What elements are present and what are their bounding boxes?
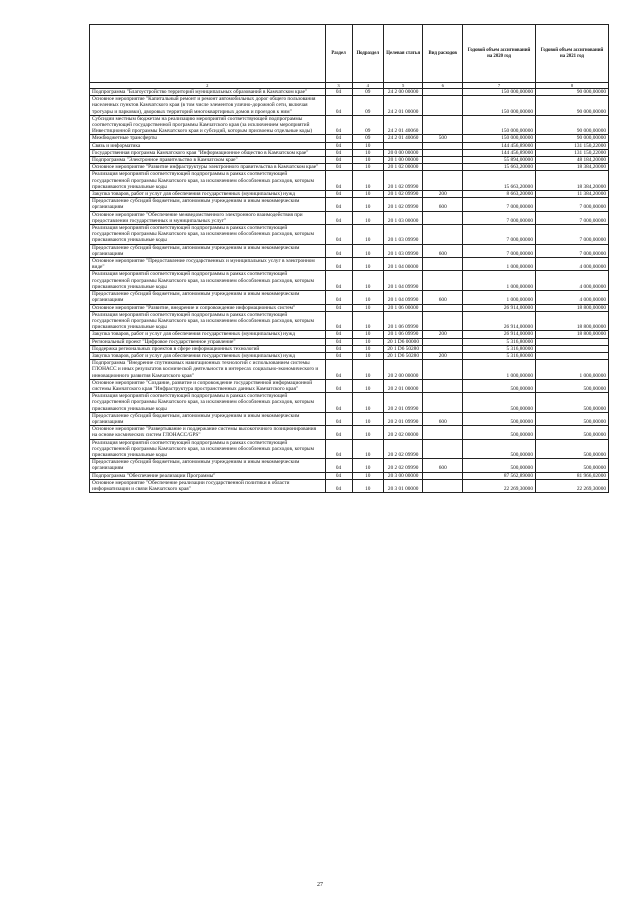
row-section-cell: 04: [325, 135, 352, 142]
row-section-cell: 04: [325, 225, 352, 245]
row-2021-cell: 4 000,00000: [535, 258, 608, 271]
row-expense-type-cell: 600: [423, 198, 463, 211]
row-2020-cell: 150 000,00000: [463, 96, 536, 116]
row-name-cell: Предоставление субсидий бюджетным, автономным учреждениям и иным некоммерческим организациям: [90, 459, 326, 472]
row-expense-type-cell: 200: [423, 352, 463, 359]
row-target-cell: 20 2 01 09990: [383, 393, 423, 413]
row-name-cell: Поддержка региональных проектов в сфере информационных технологий: [90, 345, 326, 352]
row-name-cell: Основное мероприятие "Развертывание и поддержание системы высокоточного позиционирования на основе космических систем ГЛОНАСС/GPS": [90, 426, 326, 439]
row-subsection-cell: 10: [352, 459, 383, 472]
table-row: [90, 439, 609, 459]
page-number: 27: [317, 882, 323, 888]
row-name-cell: Закупка товаров, работ и услуг для обеспечения государственных (муниципальных) нужд: [90, 352, 326, 359]
row-name-cell: Межбюджетные трансферты: [90, 135, 326, 142]
table-row: [90, 271, 609, 291]
row-name-cell: Основное мероприятие "Предоставление государственных и муниципальных услуг в электронном виде": [90, 258, 326, 271]
row-2020-cell: 150 000,00000: [463, 135, 536, 142]
row-2021-cell: 48 184,20000: [535, 157, 608, 164]
table-row: [90, 149, 609, 156]
row-section-cell: 04: [325, 96, 352, 116]
row-2020-cell: 26 914,00000: [463, 304, 536, 311]
row-expense-type-cell: [423, 345, 463, 352]
row-target-cell: [383, 142, 423, 149]
row-expense-type-cell: [423, 379, 463, 392]
row-section-cell: 04: [325, 149, 352, 156]
row-subsection-cell: 10: [352, 258, 383, 271]
row-section-cell: 04: [325, 331, 352, 338]
table-header-row: [90, 25, 609, 83]
row-2020-cell: 5 316,80000: [463, 345, 536, 352]
row-2020-cell: 7 000,00000: [463, 225, 536, 245]
row-target-cell: 20 1 D6 00000: [383, 338, 423, 345]
table-row: [90, 171, 609, 191]
row-2020-cell: 500,00000: [463, 393, 536, 413]
row-2021-cell: [535, 352, 608, 359]
table-row: [90, 244, 609, 257]
row-name-cell: Подпрограмма "Электронное правительство в Камчатском крае": [90, 157, 326, 164]
row-2021-cell: 90 000,00000: [535, 135, 608, 142]
col-number: 2: [90, 83, 326, 89]
row-target-cell: 24 2 01 00000: [383, 96, 423, 116]
row-target-cell: 20 1 02 09990: [383, 198, 423, 211]
row-target-cell: 20 1 00 00000: [383, 157, 423, 164]
row-2021-cell: 22 269,30000: [535, 479, 608, 492]
row-2021-cell: 500,00000: [535, 459, 608, 472]
row-section-cell: 04: [325, 352, 352, 359]
row-2020-cell: 144 456,89000: [463, 149, 536, 156]
row-target-cell: 24 2 01 40060: [383, 115, 423, 135]
table-row: [90, 258, 609, 271]
row-subsection-cell: 10: [352, 479, 383, 492]
row-target-cell: 20 1 03 00000: [383, 211, 423, 224]
row-2021-cell: 131 150,22000: [535, 149, 608, 156]
row-2020-cell: 1 000,00000: [463, 291, 536, 304]
row-section-cell: 04: [325, 142, 352, 149]
row-target-cell: 20 3 01 00000: [383, 479, 423, 492]
table-row: [90, 426, 609, 439]
table-row: [90, 393, 609, 413]
row-2020-cell: 7 000,00000: [463, 244, 536, 257]
header-2021: Годовой объем ассигнований на 2021 год: [535, 25, 608, 83]
row-target-cell: 20 1 06 09990: [383, 331, 423, 338]
row-2020-cell: 7 000,00000: [463, 211, 536, 224]
col-number: 7: [463, 83, 536, 89]
row-name-cell: Подпрограмма "Благоустройство территорий муниципальных образований в Камчатском крае": [90, 89, 326, 96]
row-2021-cell: 81 966,02000: [535, 472, 608, 479]
row-subsection-cell: 09: [352, 115, 383, 135]
table-body: [90, 89, 609, 493]
row-name-cell: Закупка товаров, работ и услуг для обеспечения государственных (муниципальных) нужд: [90, 331, 326, 338]
row-expense-type-cell: [423, 360, 463, 380]
row-target-cell: 20 2 02 09990: [383, 459, 423, 472]
row-section-cell: 04: [325, 211, 352, 224]
row-name-cell: Предоставление субсидий бюджетным, автономным учреждениям и иным некоммерческим организациям: [90, 198, 326, 211]
row-subsection-cell: 10: [352, 157, 383, 164]
table-row: [90, 211, 609, 224]
row-section-cell: 04: [325, 426, 352, 439]
table-row: [90, 379, 609, 392]
row-target-cell: 20 0 00 00000: [383, 149, 423, 156]
row-section-cell: 04: [325, 311, 352, 331]
row-target-cell: 20 1 03 09990: [383, 225, 423, 245]
row-2021-cell: [535, 338, 608, 345]
row-2021-cell: 4 000,00000: [535, 271, 608, 291]
table-row: [90, 96, 609, 116]
table-row: [90, 472, 609, 479]
row-expense-type-cell: [423, 311, 463, 331]
row-target-cell: 20 1 06 00000: [383, 304, 423, 311]
row-2020-cell: 1 000,00000: [463, 271, 536, 291]
row-2020-cell: 22 269,30000: [463, 479, 536, 492]
row-name-cell: Подпрограмма "Внедрение спутниковых навигационных технологий с использованием системы ГЛОНАСС и иных результатов космической деятельности в интересах социально-экономического и инновационного развития Камчатского края": [90, 360, 326, 380]
row-target-cell: 20 1 04 09990: [383, 291, 423, 304]
row-section-cell: 04: [325, 412, 352, 425]
row-section-cell: 04: [325, 345, 352, 352]
row-2021-cell: 18 384,20000: [535, 164, 608, 171]
row-target-cell: 20 2 01 00000: [383, 379, 423, 392]
row-name-cell: Связь и информатика: [90, 142, 326, 149]
row-expense-type-cell: [423, 96, 463, 116]
row-subsection-cell: 10: [352, 379, 383, 392]
table-row: [90, 225, 609, 245]
header-subsection: Подраздел: [352, 25, 383, 83]
row-name-cell: Предоставление субсидий бюджетным, автономным учреждениям и иным некоммерческим организациям: [90, 244, 326, 257]
table-row: [90, 459, 609, 472]
row-subsection-cell: 10: [352, 291, 383, 304]
row-2021-cell: 1 000,00000: [535, 360, 608, 380]
row-subsection-cell: 10: [352, 345, 383, 352]
row-2020-cell: 8 663,20000: [463, 191, 536, 198]
row-2020-cell: 500,00000: [463, 412, 536, 425]
row-subsection-cell: 10: [352, 338, 383, 345]
col-number: 5: [383, 83, 423, 89]
row-name-cell: Государственная программа Камчатского края "Информационное общество в Камчатском крае": [90, 149, 326, 156]
row-expense-type-cell: [423, 211, 463, 224]
row-2021-cell: 18 384,20000: [535, 171, 608, 191]
row-target-cell: 24 2 01 40060: [383, 135, 423, 142]
row-2021-cell: 90 000,00000: [535, 115, 608, 135]
table-row: [90, 360, 609, 380]
row-2020-cell: 150 000,00000: [463, 89, 536, 96]
row-subsection-cell: 10: [352, 171, 383, 191]
table-row: [90, 412, 609, 425]
row-section-cell: 04: [325, 157, 352, 164]
table-row: [90, 338, 609, 345]
row-section-cell: 04: [325, 258, 352, 271]
row-target-cell: 20 2 02 00000: [383, 426, 423, 439]
table-row: [90, 115, 609, 135]
table-row: [90, 291, 609, 304]
row-target-cell: 20 1 02 09990: [383, 191, 423, 198]
row-2021-cell: 18 800,00000: [535, 311, 608, 331]
row-name-cell: Основное мероприятие "Создание, развитие и сопровождение государственной информационной системы Камчатского края "Инфраструктура пространственных данных Камчатского края": [90, 379, 326, 392]
row-subsection-cell: 09: [352, 96, 383, 116]
col-number: 8: [535, 83, 608, 89]
row-section-cell: 04: [325, 379, 352, 392]
row-section-cell: 04: [325, 360, 352, 380]
row-expense-type-cell: 200: [423, 331, 463, 338]
row-2021-cell: [535, 345, 608, 352]
table-row: [90, 164, 609, 171]
row-expense-type-cell: [423, 157, 463, 164]
row-2020-cell: 5 316,80000: [463, 352, 536, 359]
row-subsection-cell: 10: [352, 304, 383, 311]
row-subsection-cell: 10: [352, 198, 383, 211]
row-expense-type-cell: [423, 271, 463, 291]
table-row: [90, 191, 609, 198]
row-2021-cell: 500,00000: [535, 426, 608, 439]
row-target-cell: 20 3 00 00000: [383, 472, 423, 479]
row-section-cell: 04: [325, 304, 352, 311]
row-name-cell: Предоставление субсидий бюджетным, автономным учреждениям и иным некоммерческим организациям: [90, 412, 326, 425]
row-expense-type-cell: 600: [423, 244, 463, 257]
row-subsection-cell: 09: [352, 89, 383, 96]
row-target-cell: 20 1 D6 50280: [383, 345, 423, 352]
row-name-cell: Подпрограмма "Обеспечение реализации Программы": [90, 472, 326, 479]
row-2021-cell: 500,00000: [535, 412, 608, 425]
row-target-cell: 20 2 01 09990: [383, 412, 423, 425]
col-number: 3: [325, 83, 352, 89]
row-subsection-cell: 10: [352, 426, 383, 439]
header-name: [90, 25, 326, 83]
row-section-cell: 04: [325, 479, 352, 492]
row-expense-type-cell: [423, 479, 463, 492]
row-section-cell: 04: [325, 244, 352, 257]
row-subsection-cell: 10: [352, 142, 383, 149]
row-expense-type-cell: [423, 171, 463, 191]
row-expense-type-cell: [423, 164, 463, 171]
row-name-cell: Предоставление субсидий бюджетным, автономным учреждениям и иным некоммерческим организациям: [90, 291, 326, 304]
table-row: [90, 479, 609, 492]
row-target-cell: 20 1 04 09990: [383, 271, 423, 291]
row-2020-cell: 500,00000: [463, 379, 536, 392]
row-2020-cell: 7 000,00000: [463, 198, 536, 211]
table-row: [90, 352, 609, 359]
row-2020-cell: 55 894,00000: [463, 157, 536, 164]
row-2020-cell: 15 663,20000: [463, 171, 536, 191]
row-2020-cell: 500,00000: [463, 439, 536, 459]
row-target-cell: 20 1 06 09990: [383, 311, 423, 331]
row-target-cell: 20 1 02 09990: [383, 171, 423, 191]
row-2021-cell: 500,00000: [535, 439, 608, 459]
header-section: Раздел: [325, 25, 352, 83]
row-section-cell: 04: [325, 271, 352, 291]
row-expense-type-cell: [423, 225, 463, 245]
table-row: [90, 89, 609, 96]
row-target-cell: 20 1 D6 50280: [383, 352, 423, 359]
row-expense-type-cell: 200: [423, 191, 463, 198]
row-expense-type-cell: [423, 439, 463, 459]
row-2020-cell: 1 000,00000: [463, 360, 536, 380]
row-expense-type-cell: [423, 393, 463, 413]
row-expense-type-cell: 600: [423, 459, 463, 472]
row-2020-cell: 1 000,00000: [463, 258, 536, 271]
row-2021-cell: 90 000,00000: [535, 89, 608, 96]
row-2021-cell: 500,00000: [535, 379, 608, 392]
row-target-cell: 20 1 04 00000: [383, 258, 423, 271]
row-expense-type-cell: 600: [423, 291, 463, 304]
row-section-cell: 04: [325, 291, 352, 304]
table-row: [90, 142, 609, 149]
header-2020: Годовой объем ассигнований на 2020 год: [463, 25, 536, 83]
row-name-cell: Реализация мероприятий соответствующей подпрограммы в рамках соответствующей государственной программы Камчатского края, за исключением обособленных расходов, которым присваиваются уникальные коды: [90, 171, 326, 191]
table-row: [90, 345, 609, 352]
row-subsection-cell: 10: [352, 271, 383, 291]
row-section-cell: 04: [325, 338, 352, 345]
row-expense-type-cell: [423, 258, 463, 271]
row-section-cell: 04: [325, 191, 352, 198]
row-section-cell: 04: [325, 89, 352, 96]
row-2021-cell: 90 000,00000: [535, 96, 608, 116]
row-name-cell: Реализация мероприятий соответствующей подпрограммы в рамках соответствующей государственной программы Камчатского края, за исключением обособленных расходов, которым присваиваются уникальные коды: [90, 393, 326, 413]
row-section-cell: 04: [325, 393, 352, 413]
row-2020-cell: 15 663,20000: [463, 164, 536, 171]
row-name-cell: Реализация мероприятий соответствующей подпрограммы в рамках соответствующей государственной программы Камчатского края, за исключением обособленных расходов, которым присваиваются уникальные коды: [90, 271, 326, 291]
row-target-cell: 20 2 00 00000: [383, 360, 423, 380]
row-subsection-cell: 10: [352, 472, 383, 479]
row-section-cell: 04: [325, 459, 352, 472]
row-subsection-cell: 10: [352, 311, 383, 331]
row-subsection-cell: 10: [352, 352, 383, 359]
row-subsection-cell: 10: [352, 331, 383, 338]
row-2020-cell: 26 914,00000: [463, 331, 536, 338]
row-subsection-cell: 10: [352, 360, 383, 380]
row-subsection-cell: 10: [352, 412, 383, 425]
row-2021-cell: 7 000,00000: [535, 198, 608, 211]
row-2021-cell: 7 000,00000: [535, 244, 608, 257]
row-subsection-cell: 10: [352, 393, 383, 413]
table-row: [90, 198, 609, 211]
budget-table: [89, 24, 609, 493]
row-target-cell: 20 1 02 00000: [383, 164, 423, 171]
row-subsection-cell: 10: [352, 211, 383, 224]
row-2021-cell: 4 000,00000: [535, 291, 608, 304]
row-name-cell: Основное мероприятие "Развитие, внедрение и сопровождение информационных систем": [90, 304, 326, 311]
row-subsection-cell: 10: [352, 164, 383, 171]
header-target: Целевая статья: [383, 25, 423, 83]
row-expense-type-cell: 600: [423, 412, 463, 425]
row-name-cell: Реализация мероприятий соответствующей подпрограммы в рамках соответствующей государственной программы Камчатского края, за исключением обособленных расходов, которым присваиваются уникальные коды: [90, 311, 326, 331]
row-name-cell: Основное мероприятие "Обеспечение реализации государственной политики в области информатизации и связи Камчатского края": [90, 479, 326, 492]
row-name-cell: Закупка товаров, работ и услуг для обеспечения государственных (муниципальных) нужд: [90, 191, 326, 198]
table-row: [90, 331, 609, 338]
table-row: [90, 304, 609, 311]
row-2021-cell: 18 800,00000: [535, 331, 608, 338]
row-expense-type-cell: [423, 472, 463, 479]
row-subsection-cell: 10: [352, 191, 383, 198]
row-expense-type-cell: [423, 338, 463, 345]
row-name-cell: Субсидии местным бюджетам на реализацию мероприятий соответствующей подпрограммы соответствующей государственной программы Камчатского края (за исключением мероприятий Инвестиционной программы Камчатского края и субсидий, которым присвоены отдельные коды): [90, 115, 326, 135]
row-expense-type-cell: [423, 304, 463, 311]
row-subsection-cell: 10: [352, 225, 383, 245]
header-expense-type: Вид расходов: [423, 25, 463, 83]
row-2020-cell: 150 000,00000: [463, 115, 536, 135]
row-2020-cell: 26 914,00000: [463, 311, 536, 331]
row-subsection-cell: 09: [352, 135, 383, 142]
row-subsection-cell: 10: [352, 244, 383, 257]
row-section-cell: 04: [325, 439, 352, 459]
row-name-cell: Реализация мероприятий соответствующей подпрограммы в рамках соответствующей государственной программы Камчатского края, за исключением обособленных расходов, которым присваиваются уникальные коды: [90, 225, 326, 245]
row-expense-type-cell: 500: [423, 135, 463, 142]
row-2020-cell: 5 316,80000: [463, 338, 536, 345]
row-section-cell: 04: [325, 472, 352, 479]
row-2021-cell: 18 800,00000: [535, 304, 608, 311]
row-2020-cell: 87 562,89000: [463, 472, 536, 479]
row-2021-cell: 11 384,20000: [535, 191, 608, 198]
row-target-cell: 20 1 03 09990: [383, 244, 423, 257]
row-expense-type-cell: [423, 426, 463, 439]
row-section-cell: 04: [325, 171, 352, 191]
col-number: 6: [423, 83, 463, 89]
row-name-cell: Основное мероприятие "Капитальный ремонт и ремонт автомобильных дорог общего пользования населенных пунктов Камчатского края (в том числе элементов улично-дорожной сети, включая тротуары и парковки), дворовых территорий многоквартирных домов и проездов к ним": [90, 96, 326, 116]
row-expense-type-cell: [423, 89, 463, 96]
row-expense-type-cell: [423, 149, 463, 156]
row-subsection-cell: 10: [352, 149, 383, 156]
row-expense-type-cell: [423, 115, 463, 135]
row-name-cell: Реализация мероприятий соответствующей подпрограммы в рамках соответствующей государственной программы Камчатского края, за исключением обособленных расходов, которым присваиваются уникальные коды: [90, 439, 326, 459]
row-2021-cell: 500,00000: [535, 393, 608, 413]
table-row: [90, 311, 609, 331]
row-target-cell: 24 2 00 00000: [383, 89, 423, 96]
row-2020-cell: 500,00000: [463, 459, 536, 472]
row-name-cell: Основное мероприятие "Развитие инфраструктуры электронного правительства в Камчатском крае": [90, 164, 326, 171]
row-2020-cell: 144 456,89000: [463, 142, 536, 149]
row-expense-type-cell: [423, 142, 463, 149]
row-2021-cell: 131 150,22000: [535, 142, 608, 149]
row-subsection-cell: 10: [352, 439, 383, 459]
row-2020-cell: 500,00000: [463, 426, 536, 439]
row-section-cell: 04: [325, 198, 352, 211]
row-target-cell: 20 2 02 09990: [383, 439, 423, 459]
row-section-cell: 04: [325, 115, 352, 135]
table-row: [90, 135, 609, 142]
row-name-cell: Региональный проект "Цифровое государственное управление": [90, 338, 326, 345]
row-2021-cell: 7 000,00000: [535, 225, 608, 245]
row-name-cell: Основное мероприятие "Обеспечение межведомственного электронного взаимодействия при предоставлении государственных и муниципальных услуг": [90, 211, 326, 224]
row-section-cell: 04: [325, 164, 352, 171]
table-row: [90, 157, 609, 164]
row-2021-cell: 7 000,00000: [535, 211, 608, 224]
col-number: 4: [352, 83, 383, 89]
